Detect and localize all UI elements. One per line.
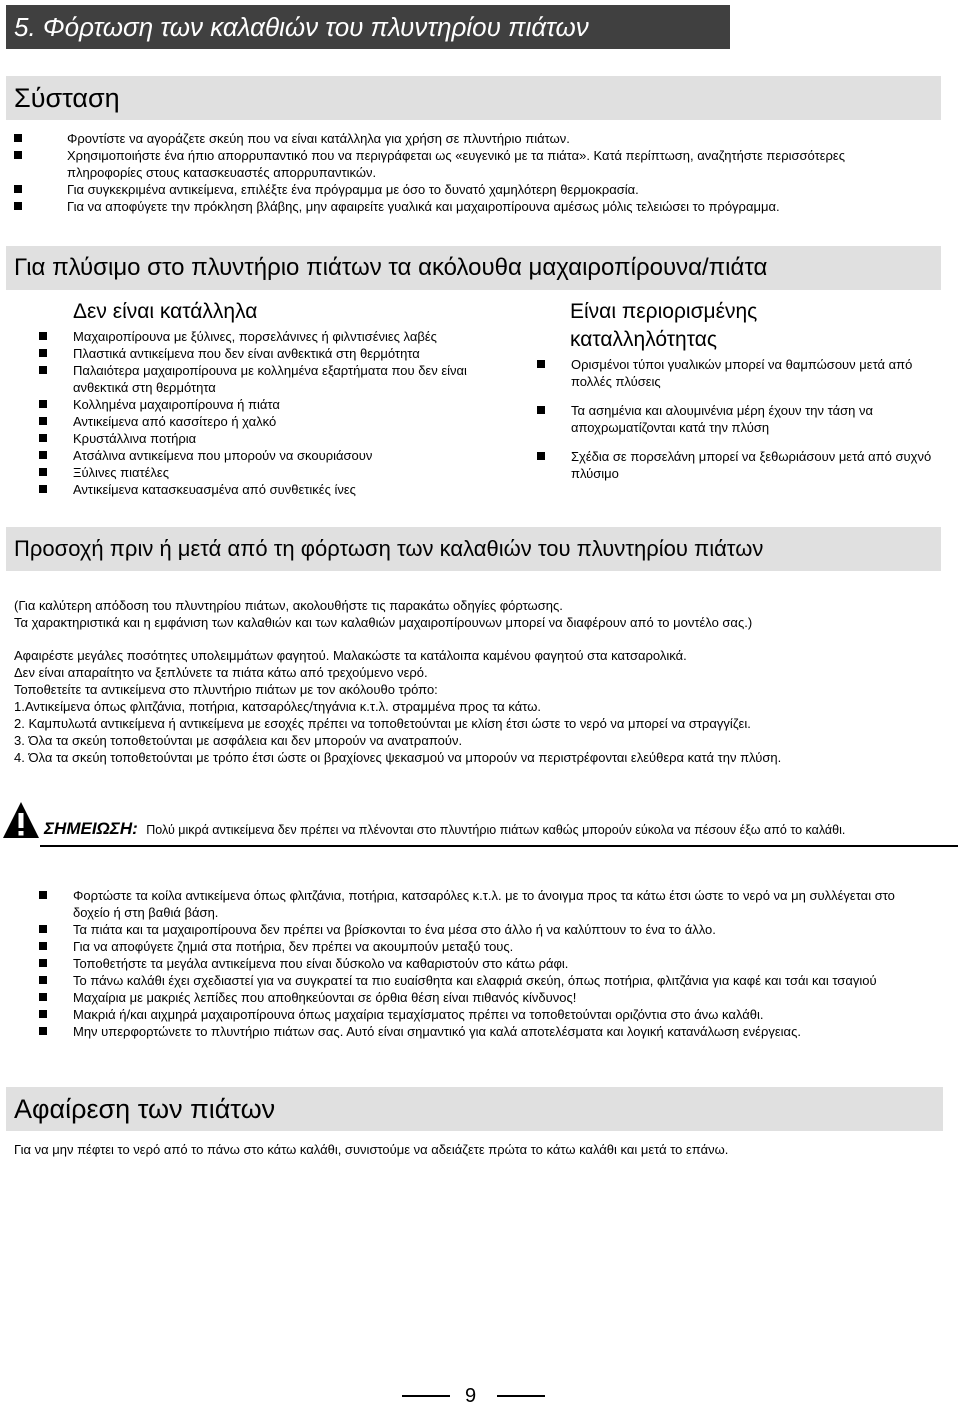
list-item: Σχέδια σε πορσελάνη μπορεί να ξεθωριάσουν μετά από συχνό πλύσιμο bbox=[537, 448, 937, 482]
list-item: Τα ασημένια και αλουμινένια μέρη έχουν την τάση να αποχρωματίζονται κατά την πλύση bbox=[537, 402, 937, 436]
warning-icon bbox=[2, 800, 40, 840]
list-item: Πλαστικά αντικείμενα που δεν είναι ανθεκτικά στη θερμότητα bbox=[39, 345, 499, 362]
caution-instructions bbox=[14, 647, 944, 766]
caution-line: Δεν είναι απαραίτητο να ξεπλύνετε τα πιάτα κάτω από τρεχούμενο νερό. bbox=[14, 665, 428, 680]
tips-list bbox=[39, 887, 919, 1040]
list-item: Το πάνω καλάθι έχει σχεδιαστεί για να συγκρατεί τα πιο ευαίσθητα και ελαφριά σκεύη, όπως ποτήρια, φλιτζάνια για καφέ και τσάι και τσαγιού bbox=[39, 972, 919, 989]
removal-text: Για να μην πέφτει το νερό από το πάνω στο κάτω καλάθι, συνιστούμε να αδειάζετε πρώτα το κάτω καλάθι και μετά το επάνω. bbox=[14, 1142, 729, 1157]
caution-line: (Για καλύτερη απόδοση του πλυντηρίου πιάτων, ακολουθήστε τις παρακάτω οδηγίες φόρτωσης. bbox=[14, 598, 563, 613]
note bbox=[44, 819, 845, 839]
list-item: Χρησιμοποιήστε ένα ήπιο απορρυπαντικό που να περιγράφεται ως «ευγενικό με τα πιάτα». Κατά περίπτωση, αναζητήστε περισσότερες πληροφορίες στους κατασκευαστές απορρυπαντικών. bbox=[14, 147, 914, 181]
recommendation-list bbox=[14, 130, 914, 215]
list-item: Φορτώστε τα κοίλα αντικείμενα όπως φλιτζάνια, ποτήρια, κατσαρόλες κ.τ.λ. με το άνοιγμα προς τα κάτω έτσι ώστε το νερό να μη συλλέγεται στο δοχείο ή στη βαθιά βάση. bbox=[39, 887, 919, 921]
list-item: Για να αποφύγετε την πρόκληση βλάβης, μην αφαιρείτε γυαλικά και μαχαιροπίρουνα αμέσως μόλις τελειώσει το πρόγραμμα. bbox=[14, 198, 914, 215]
list-item: Αντικείμενα από κασσίτερο ή χαλκό bbox=[39, 413, 499, 430]
list-item: Κολλημένα μαχαιροπίρουνα ή πιάτα bbox=[39, 396, 499, 413]
footer-rule-left bbox=[402, 1395, 450, 1397]
list-item: Μαχαιροπίρουνα με ξύλινες, πορσελάνινες ή φιλντισένιες λαβές bbox=[39, 328, 499, 345]
caution-line: 3. Όλα τα σκεύη τοποθετούνται με ασφάλεια και δεν μπορούν να ανατραπούν. bbox=[14, 733, 463, 748]
list-item: Ατσάλινα αντικείμενα που μπορούν να σκουριάσουν bbox=[39, 447, 499, 464]
page-number: 9 bbox=[465, 1385, 477, 1407]
page-title: 5. Φόρτωση των καλαθιών του πλυντηρίου πιάτων bbox=[6, 5, 730, 49]
list-item: Αντικείμενα κατασκευασμένα από συνθετικές ίνες bbox=[39, 481, 499, 498]
caution-line: 2. Καμπυλωτά αντικείμενα ή αντικείμενα με εσοχές πρέπει να τοποθετούνται με κλίση έτσι ώστε το νερό να μπορεί να στραγγίζει. bbox=[14, 716, 751, 731]
caution-line: 4. Όλα τα σκεύη τοποθετούνται με τρόπο έτσι ώστε οι βραχίονες ψεκασμού να μπορούν να περιστρέφονται ελεύθερα κατά την πλύση. bbox=[14, 750, 782, 765]
limited-list bbox=[537, 356, 937, 482]
caution-intro bbox=[14, 597, 944, 631]
caution-line: Τα χαρακτηριστικά και η εμφάνιση των καλαθιών και των καλαθιών μαχαιροπίρουνων μπορεί να διαφέρουν από το μοντέλο σας.) bbox=[14, 615, 753, 630]
list-item: Για συγκεκριμένα αντικείμενα, επιλέξτε ένα πρόγραμμα με όσο το δυνατό χαμηλότερη θερμοκρασία. bbox=[14, 181, 914, 198]
limited-title-line1: Είναι περιορισμένης bbox=[570, 300, 758, 323]
not-suitable-list bbox=[39, 328, 499, 498]
footer-rule-right bbox=[497, 1395, 545, 1397]
list-item: Μακριά ή/και αιχμηρά μαχαιροπίρουνα όπως μαχαίρια τεμαχίσματος πρέπει να τοποθετούνται οριζόντια στο άνω καλάθι. bbox=[39, 1006, 919, 1023]
section-heading-washing: Για πλύσιμο στο πλυντήριο πιάτων τα ακόλουθα μαχαιροπίρουνα/πιάτα bbox=[6, 246, 941, 290]
list-item: Μαχαίρια με μακριές λεπίδες που αποθηκεύονται σε όρθια θέση είναι πιθανός κίνδυνος! bbox=[39, 989, 919, 1006]
list-item: Παλαιότερα μαχαιροπίρουνα με κολλημένα εξαρτήματα που δεν είναι ανθεκτικά στη θερμότητα bbox=[39, 362, 499, 396]
caution-line: Αφαιρέστε μεγάλες ποσότητες υπολειμμάτων φαγητού. Μαλακώστε τα κατάλοιπα καμένου φαγητού στα κατσαρολικά. bbox=[14, 648, 687, 663]
list-item: Φροντίστε να αγοράζετε σκεύη που να είναι κατάλληλα για χρήση σε πλυντήριο πιάτων. bbox=[14, 130, 914, 147]
section-heading-removal: Αφαίρεση των πιάτων bbox=[6, 1087, 943, 1131]
list-item: Τοποθετήστε τα μεγάλα αντικείμενα που είναι δύσκολο να καθαριστούν στο κάτω ράφι. bbox=[39, 955, 919, 972]
section-heading-caution: Προσοχή πριν ή μετά από τη φόρτωση των καλαθιών του πλυντηρίου πιάτων bbox=[6, 527, 941, 571]
section-heading-recommendation: Σύσταση bbox=[6, 76, 941, 120]
list-item: Μην υπερφορτώνετε το πλυντήριο πιάτων σας. Αυτό είναι σημαντικό για καλά αποτελέσματα και λογική κατανάλωση ενέργειας. bbox=[39, 1023, 919, 1040]
caution-line: 1.Αντικείμενα όπως φλιτζάνια, ποτήρια, κατσαρόλες/τηγάνια κ.τ.λ. στραμμένα προς τα κάτω. bbox=[14, 699, 541, 714]
list-item: Τα πιάτα και τα μαχαιροπίρουνα δεν πρέπει να βρίσκονται το ένα μέσα στο άλλο ή να καλύπτουν το ένα το άλλο. bbox=[39, 921, 919, 938]
limited-title bbox=[570, 298, 940, 354]
note-text: Πολύ μικρά αντικείμενα δεν πρέπει να πλένονται στο πλυντήριο πιάτων καθώς μπορούν εύκολα να πέσουν έξω από το καλάθι. bbox=[146, 823, 846, 837]
note-label: ΣΗΜΕΙΩΣΗ: bbox=[44, 819, 138, 838]
list-item: Ξύλινες πιατέλες bbox=[39, 464, 499, 481]
not-suitable-title: Δεν είναι κατάλληλα bbox=[73, 300, 258, 323]
list-item: Κρυστάλλινα ποτήρια bbox=[39, 430, 499, 447]
list-item: Για να αποφύγετε ζημιά στα ποτήρια, δεν πρέπει να ακουμπούν μεταξύ τους. bbox=[39, 938, 919, 955]
list-item: Ορισμένοι τύποι γυαλικών μπορεί να θαμπώσουν μετά από πολλές πλύσεις bbox=[537, 356, 937, 390]
caution-line: Τοποθετείτε τα αντικείμενα στο πλυντήριο πιάτων με τον ακόλουθο τρόπο: bbox=[14, 682, 438, 697]
note-rule bbox=[40, 845, 958, 847]
limited-title-line2: καταλληλότητας bbox=[570, 328, 717, 351]
